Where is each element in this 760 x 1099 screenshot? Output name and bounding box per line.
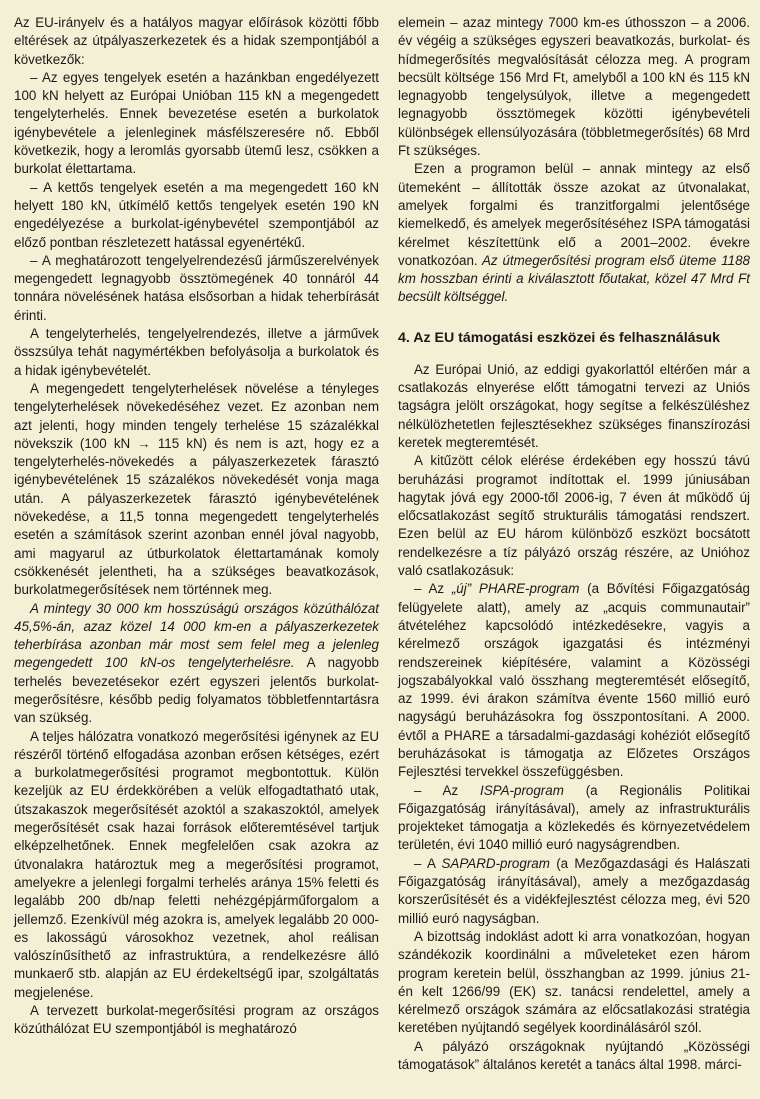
paragraph-axle-load-increase: A megengedett tengelyterhelések növelése a tényleges tengelyterhelések növekedéséhez vezet. Ez azonban nem azt jelenti, hogy minden tengely terhelése 15 százalékkal növekszik (100 kN → 115 kN) és nem is azt, hogy ez a tengelyterhelés-növekedés a pályaszerkezetek fárasztó igénybevételének 15 százalékos növekedését vonja maga után. A pályaszerkezetek fárasztó igénybevételének növekedése, a 11,5 tonna megengedett tengelyterhelés esetén a számítások szerint azonban ennél jóval nagyobb, ami magyarul az útburkolatok élettartamának komoly csökkenését jelentheti, ha a szükséges beavatkozások, burkolatmegerősítések nem történnek meg. <box>14 380 379 598</box>
paragraph-network-capacity <box>14 600 379 728</box>
phare-prefix: – Az <box>414 581 452 597</box>
italic-first-phase-statement: Az útmegerősítési program első üteme 1188 km hosszban érinti a kiválasztott főutakat, közel 47 Mrd Ft becsült költséggel. <box>398 252 750 305</box>
right-column <box>398 14 750 1074</box>
paragraph-axle-double: – A kettős tengelyek esetén a ma megengedett 160 kN helyett 180 kN, útkímélő kettős tengelyek esetén 190 kN engedélyezése a burkolat-igénybevétel szempontjából az előző pontban részletezett hatással egyenértékű. <box>14 179 379 250</box>
first-phase-text: Ezen a programon belül – annak mintegy az első ütemeként – állították össze azokat az útvonalakat, amelyek forgalmi és tranzitforgalmi jelentősége kiemelkedő, és amelyek megerősítéséhez ISPA támogatási kérelmet készítettünk elő a 2001–2002. évekre vonatkozóan. <box>398 161 750 268</box>
paragraph-commission-coordination: A bizottság indoklást adott ki arra vonatkozóan, hogyan szándékozik koordinálni a műveleteket ezen három program keretein belül, összhangban az 1999. június 21-én kelt 1266/99 (EK) sz. tanácsi rendelettel, amely a kérelmező országok számára az előcsatlakozási stratégia keretében nyújtandó segélyek koordinálásáról szól. <box>398 928 750 1036</box>
paragraph-sapard <box>398 855 750 928</box>
paragraph-planned-program: A tervezett burkolat-megerősítési program az országos közúthálózat EU szempontjából is meghatározó <box>14 1003 379 1037</box>
sapard-description: (a Mezőgazdasági és Halászati Főigazgatóság irányításával), amely a mezőgazdaság korszerűsítését és a vidékfejlesztést célozza meg, évi 520 millió euró nagyságban. <box>398 855 751 926</box>
sapard-program-name: SAPARD-program <box>441 855 550 871</box>
ispa-prefix: – Az <box>414 782 481 798</box>
ispa-description: (a Regionális Politikai Főigazgatóság irányításával), amely az infrastrukturális projekteket támogatja a közlekedés és környezetvédelem területén, évi 1040 millió euró nagyságrendben. <box>398 782 750 853</box>
paragraph-first-phase <box>398 160 750 306</box>
sapard-prefix: – A <box>414 855 442 871</box>
intro-paragraph: Az EU-irányelv és a hatályos magyar előírások közötti főbb eltérések az útpályaszerkezetek és a hidak szempontjából a következők: <box>14 15 379 67</box>
network-statement-rest: A nagyobb terhelés bevezetésekor ezért egyszeri jelentős burkolat-megerősítésre, később pedig folyamatos többletfenntartásra van szükség. <box>14 655 379 726</box>
paragraph-community-support: A pályázó országoknak nyújtandó „Közösségi támogatások” általános keretét a tanács által 1998. márci- <box>398 1038 750 1073</box>
paragraph-phare <box>398 580 750 781</box>
paragraph-summary: A tengelyterhelés, tengelyelrendezés, illetve a járművek összsúlya tehát nagymértékben befolyásolja a burkolatok és a hidak igénybevételét. <box>14 326 379 378</box>
phare-description: (a Bővítési Főigazgatóság felügyelete alatt), amely az „acquis communautair” átvételéhez kapcsolódó intézkedésekre, vagyis a kérelmező országok igazgatási és intézményi rendszereinek kiépítésére, valamint a Közösségi jogszabályokkal való összhang megteremtését elősegítő, az 1999. évi árakon számítva évente 1560 millió euró nagyságú beruházásokra fog összpontosítani. A 2000. évtől a PHARE a társadalmi-gazdasági kohéziót elősegítő beruházásokat is támogatja az Előzetes Országos Fejlesztési tervekkel összefüggésben. <box>398 581 750 780</box>
paragraph-investment-program: A kitűzött célok elérése érdekében egy hosszú távú beruházási programot indítottak el. 1999 júniusában hagytak jóvá egy 2000-től 2006-ig, 7 éven át működő új előcsatlakozást segítő strukturális támogatási rendszert. Ezen belül az EU három különböző eszközt bocsátott rendelkezésre a tíz pályázó ország részére, az Unióhoz való csatlakozásuk: <box>398 453 750 579</box>
section-heading: 4. Az EU támogatási eszközei és felhasználásuk <box>398 329 720 346</box>
phare-program-name: „új” PHARE-program <box>451 581 580 597</box>
paragraph-ispa <box>398 782 750 855</box>
left-column <box>14 14 379 1039</box>
paragraph-eu-support: Az Európai Unió, az eddigi gyakorlattól eltérően már a csatlakozás elnyerése előtt támogatni tervezi az Uniós tagságra jelölt országokat, hogy segítse a felkészüléshez nélkülözhetetlen fejlesztésekhez szükséges finanszírozási keretek megteremtését. <box>398 361 750 450</box>
paragraph-total-weight: – A meghatározott tengelyelrendezésű járműszerelvények megengedett legnagyobb össztömegének 40 tonnáról 44 tonnára növelésének hatása elsősorban a hidak teherbírását érinti. <box>14 252 379 323</box>
paragraph-program-cost: elemein – azaz mintegy 7000 km-es úthosszon – a 2006. év végéig a szükséges egyszeri beavatkozás, burkolat- és hídmegerősítés megvalósítását célozza meg. A program becsült költsége 156 Mrd Ft, amelyből a 100 kN és 115 kN legnagyobb tengelysúlyok, illetve a megengedett legnagyobb össztömegek közötti igénybevételi különbségek ellensúlyozására (többletmegerősítés) 68 Mrd Ft szükséges. <box>398 15 750 159</box>
italic-network-statement: A mintegy 30 000 km hosszúságú országos közúthálózat 45,5%-án, azaz közel 14 000 km-en a pályaszerkezetek teherbírása azonban már most sem felel meg a jelenleg megengedett 100 kN-os tengelyterhelésre. <box>14 600 379 671</box>
ispa-program-name: ISPA-program <box>480 782 564 798</box>
paragraph-reinforcement-program: A teljes hálózatra vonatkozó megerősítési igénynek az EU részéről történő elfogadása azonban erősen kétséges, ezért a burkolatmegerősítési programot megbontottuk. Külön kezeljük az EU érdekkörében a velük elfogadtatható utak, útszakaszok megerősítését azoktól a szakaszoktól, amelyek megerősítését csak hazai források előteremtésével tartjuk elképzelhetőnek. Ennek megfelelően csak azokra az útvonalakra határoztuk meg a megerősítési programot, amelyekre a jelenlegi forgalmi terhelés aránya 15% feletti és legalább 200 db/nap feletti nehézgépjárműforgalom a jellemző. Ezenkívül még azokra is, amelyek legalább 20 000-es lakosságú városokhoz vezetnek, ahol reálisan valószínűsíthető az infrastruktúra, a rendelkezésre álló munkaerő stb. alapján az EU érdekeltségű ipar, szolgáltatás megjelenése. <box>14 728 379 1000</box>
paragraph-axle-single: – Az egyes tengelyek esetén a hazánkban engedélyezett 100 kN helyett az Európai Unióban 115 kN a megengedett tengelyterhelés. Ennek bevezetése esetén a burkolatok igénybevétele a jelenleginek másfélszeresére nő. Ebből következik, hogy a leromlás gyorsabb ütemű lesz, csökken a burkolat élettartama. <box>14 69 379 177</box>
